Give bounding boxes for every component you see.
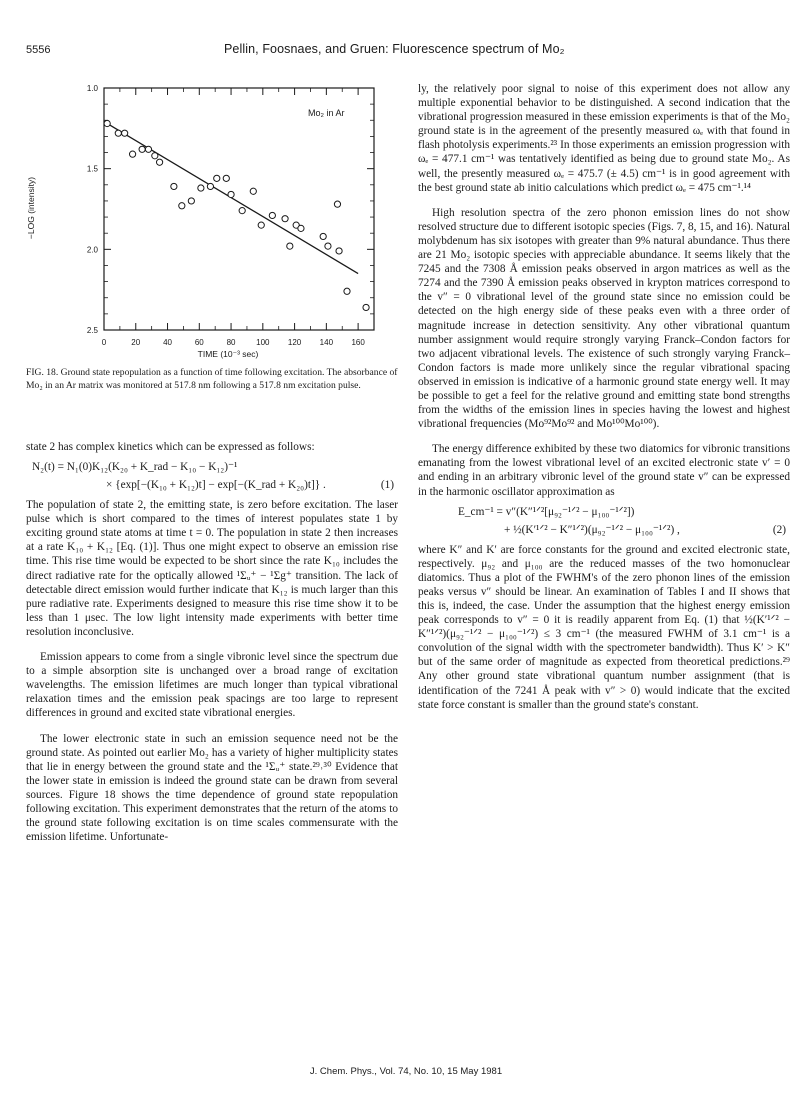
paragraph: The population of state 2, the emitting state, is zero before excitation. The laser pulse which is short compared to the times of interest populates state 1 by exciting ground state atoms at time t = 0. The population in state 2 then increases at a rate K₁₀ + K₁₂ [Eq. (1)]. Thus one might expect to observe an emission rise time. This rise time would be expected to be short since the rate K₁₀ includes the direct radiative rate for the optically allowed ¹Σᵤ⁺ − ¹Σg⁺ transition. The lack of detectable direct emission would further indicate that K₁₂ is much larger than this pure radiative rate. Experiments designed to measure this rise time show it to be less than 1 μsec. The low light intensity made experiments with better time resolution inconclusive. xyxy=(26,499,398,638)
x-tick-label: 20 xyxy=(131,338,141,347)
y-tick-label: 1.0 xyxy=(86,84,98,93)
right-column xyxy=(418,82,790,712)
data-point xyxy=(207,183,213,189)
paragraph: Emission appears to come from a single vibronic level since the spectrum due to a simple absorption site is unchanged over a broad range of excitation wavelengths. The emission lifetimes are much longer than typical vibrational relaxation times and the emission peak spacings are too large to represent differences in ground and excited state vibrational energies. xyxy=(26,651,398,720)
data-point xyxy=(188,198,194,204)
data-point xyxy=(250,188,256,194)
y-tick-label: 1.5 xyxy=(86,164,98,174)
x-tick-label: 80 xyxy=(226,338,236,347)
x-tick-label: 0 xyxy=(101,338,107,347)
x-tick-label: 40 xyxy=(163,338,172,347)
data-point xyxy=(269,212,275,218)
data-point xyxy=(228,191,234,197)
paragraph: ly, the relatively poor signal to noise of this experiment does not allow any multiple exponential behavior to be distinguished. A second indication that the vibrational progression measured in these emission experiments is that of the Mo₂ ground state is in the agreement of the presently measured ωₑ with that found in flash photolysis experiments.²³ In those experiments an emission progression with ωₑ = 477.1 cm⁻¹ was tentatively identified as being due to ground state Mo₂. As well, the presently measured ωₑ = 475.7 (± 4.5) cm⁻¹ is in good agreement with the best ground state ab initio calculations which predict ωₑ = 475 cm⁻¹.¹⁴ xyxy=(418,83,790,194)
equation-2-number: (2) xyxy=(772,523,786,536)
data-point xyxy=(287,243,293,249)
paragraph: The energy difference exhibited by these two diatomics for vibronic transitions emanating from the lowest vibrational level of an excited electronic state v′ = 0 and ending in an arbitrary vibronic level of the ground state v″ can be expressed in the harmonic oscillator approximation as xyxy=(418,443,790,498)
x-axis-label: TIME (10⁻³ sec) xyxy=(197,349,259,359)
equation-2-line-2: + ½(K′¹ᐟ² − K″¹ᐟ²)(μ₉₂⁻¹ᐟ² − μ₁₀₀⁻¹ᐟ²) , xyxy=(504,523,680,536)
data-point xyxy=(104,120,110,126)
paragraph: The lower electronic state in such an emission sequence need not be the ground state. As pointed out earlier Mo₂ has a variety of higher multiplicity states that lie in energy between the ground state and the ¹Σᵤ⁺ state.²⁹˒³⁰ Evidence that the lower state in emission is indeed the ground state can be drawn from several sources. Figure 18 shows the time dependence of ground state repopulation following excitation. This experiment demonstrates that the return of the atoms to the ground state following excitation is on time scales commensurate with the emission lifetime. Unfortunate- xyxy=(26,732,398,844)
data-point xyxy=(298,225,304,231)
paragraph: state 2 has complex kinetics which can be expressed as follows: xyxy=(26,441,315,453)
equation-1 xyxy=(26,458,398,494)
equation-2-line-1: E_cm⁻¹ = v″(K″¹ᐟ²[μ₉₂⁻¹ᐟ² − μ₁₀₀⁻¹ᐟ²]) xyxy=(458,505,635,518)
x-tick-label: 60 xyxy=(194,338,204,347)
data-point xyxy=(282,216,288,222)
data-point xyxy=(139,146,145,152)
figure-18-chart xyxy=(26,80,390,362)
data-point xyxy=(344,288,350,294)
data-point xyxy=(122,130,128,136)
figure-caption: FIG. 18. Ground state repopulation as a function of time following excitation. The absorbance of Mo₂ in an Ar matrix was monitored at 517.8 nm following a 517.8 nm excitation pulse. xyxy=(26,367,398,391)
data-point xyxy=(223,175,229,181)
x-tick-label: 160 xyxy=(351,338,365,347)
journal-footer: J. Chem. Phys., Vol. 74, No. 10, 15 May 1981 xyxy=(309,1066,503,1077)
paragraph: High resolution spectra of the zero phonon emission lines do not show resolved structure due to different isotopic species (Figs. 7, 8, 15, and 16). Natural molybdenum has six isotopes with greater than 9% natural abundance. Thus there are 21 Mo₂ isotopic species with appreciable abundance. It seems likely that the 7245 and the 7308 Å emission peaks observed in argon matrices as well as the 7274 and the 7390 Å emission peaks observed in krypton matrices correspond to the v″ = 0 vibrational level of the ground state since no emission could be detected on the high energy side of these peaks even with a three order of magnitude increase in detection sensitivity. Any other vibrational quantum number assignment would require strongly varying Franck–Condon factors for two adjacent vibrational levels. The existence of such strongly varying Franck–Condon factors is made more unlikely since the regular vibrational spacing observed in emission is indicative of a harmonic ground state energy well. It may be possible to get a feel for the relative ground and emitting state bond strengths from the widths of the emission lines in species having the lowest and highest vibrational frequencies (Mo⁹²Mo⁹² and Mo¹⁰⁰Mo¹⁰⁰). xyxy=(418,206,790,431)
equation-1-line-1: N₂(t) = N₁(0)K₁₂(K₂₀ + K_rad − K₁₀ − K₁₂)⁻¹ xyxy=(32,461,238,474)
data-point xyxy=(239,208,245,214)
data-point xyxy=(152,153,158,159)
x-tick-label: 140 xyxy=(319,338,334,347)
data-point xyxy=(258,222,264,228)
data-point xyxy=(115,130,121,136)
data-point xyxy=(171,183,177,189)
running-title: Pellin, Foosnaes, and Gruen: Fluorescence spectrum of Mo₂ xyxy=(224,42,565,56)
fit-line xyxy=(107,123,358,273)
equation-1-number: (1) xyxy=(380,479,394,492)
left-column xyxy=(26,440,398,844)
y-tick-label: 2.0 xyxy=(86,245,98,255)
data-point xyxy=(156,159,162,165)
data-point xyxy=(336,248,342,254)
equation-1-line-2: × {exp[−(K₁₀ + K₁₂)t] − exp[−(K_rad + K₂₀)t]} . xyxy=(106,479,326,492)
page-number: 5556 xyxy=(26,44,51,56)
data-point xyxy=(179,203,185,209)
data-point xyxy=(129,151,135,157)
data-point xyxy=(214,175,220,181)
y-tick-label: 2.5 xyxy=(86,326,98,335)
x-tick-label: 120 xyxy=(287,338,302,347)
data-point xyxy=(145,146,151,152)
y-axis-label: −LOG (intensity) xyxy=(26,176,36,240)
paragraph: where K″ and K′ are force constants for the ground and excited electronic state, respectively. μ₉₂ and μ₁₀₀ are the reduced masses of the two homonuclear diatomics. Thus a plot of the FWHM's of the zero phonon lines of the emission peaks versus v″ should be linear. An examination of Tables I and II shows that this is, indeed, the case. Under the assumption that the highest energy emission peak corresponds to v″ = 0 it is readily apparent from Eq. (1) that ½(K′¹ᐟ² − K″¹ᐟ²)(μ₉₂⁻¹ᐟ² − μ₁₀₀⁻¹ᐟ²) ≤ 3 cm⁻¹ (the measured FWHM of 3.1 cm⁻¹ is a convolution of the signal width with the spectrometer bandwidth). Thus K′ > K″ but of the same order of magnitude as expected from theoretical predictions.²⁹ Any other ground state vibrational quantum number assignment (that is identification of the 7241 Å peak with v″ > 0) would indicate that the excited state force constant is smaller than the ground state's constant. xyxy=(418,543,790,711)
chart-annotation: Mo₂ in Ar xyxy=(308,108,345,118)
x-tick-label: 100 xyxy=(256,338,270,347)
data-point xyxy=(334,201,340,207)
equation-2 xyxy=(418,503,790,539)
data-point xyxy=(198,185,204,191)
data-point xyxy=(363,304,369,310)
data-point xyxy=(320,233,326,239)
data-point xyxy=(325,243,331,249)
